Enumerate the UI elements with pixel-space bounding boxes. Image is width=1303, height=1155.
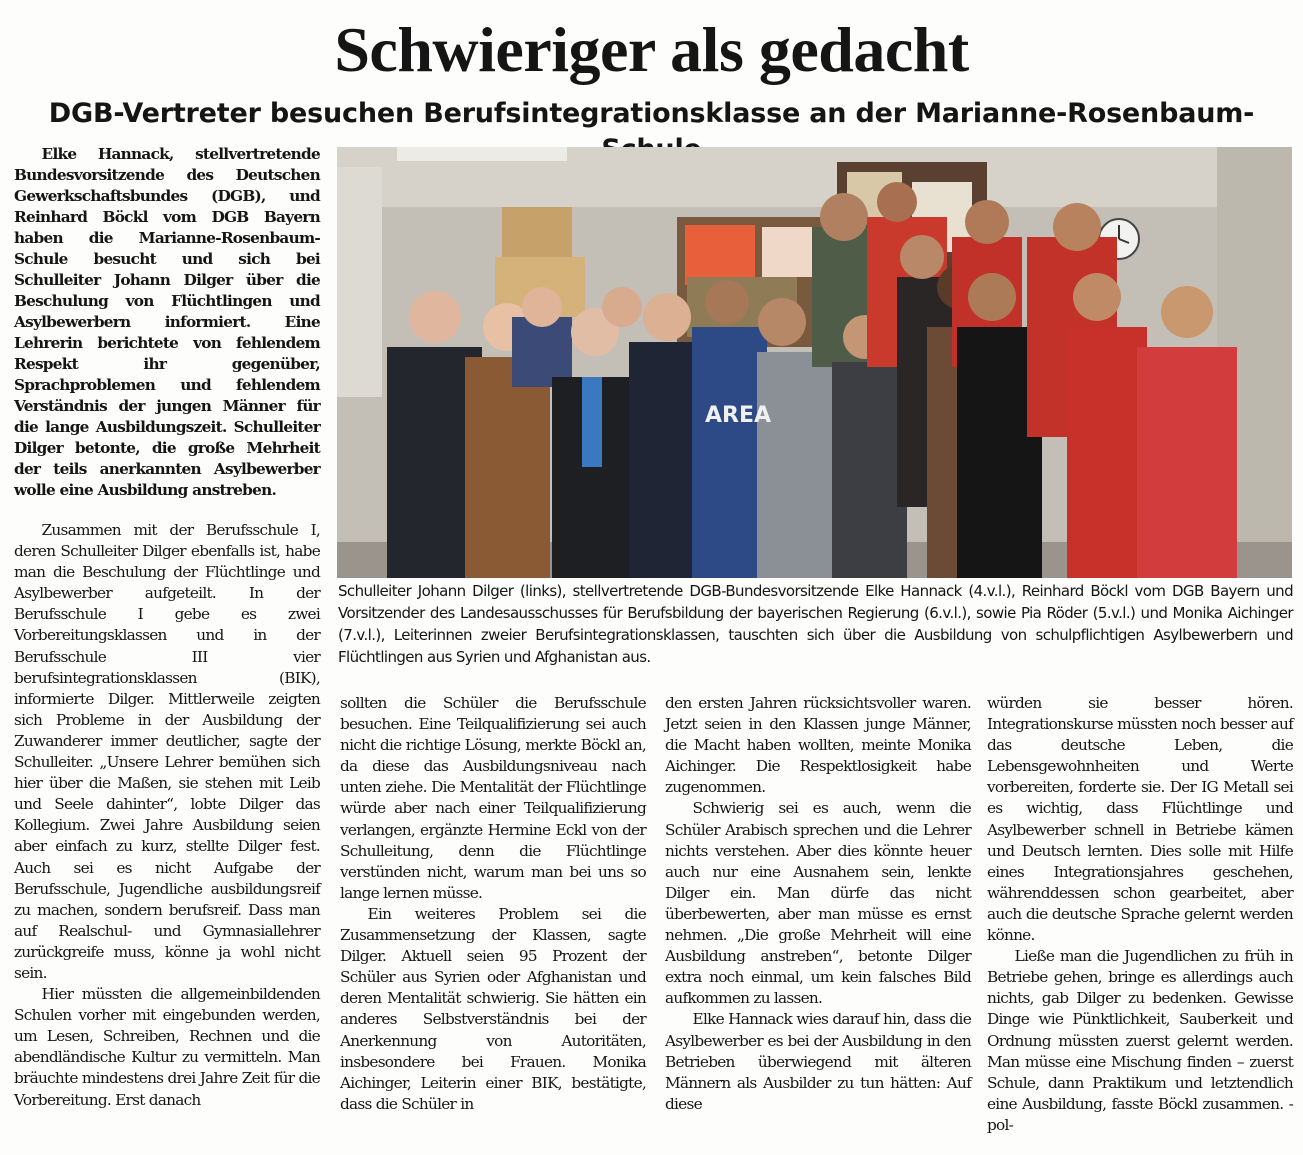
subheadline: DGB-Vertreter besuchen Berufsintegrationsklasse an der Marianne-Rosenbaum- xyxy=(48,98,1255,129)
group-photo xyxy=(337,147,1292,578)
column-4-paragraph-1: würden sie besser hören. Integrationskurse müssten noch besser auf das deutsche Leben, die Lebensgewohnheiten und Werte vorbereiten, forderte sie. Der IG Metall sei es wichtig, dass Flüchtlinge und Asylbewerber schnell in Betriebe kämen und Deutsch lernten. Dies solle mit Hilfe eines Integrationsjahres geschehen, währenddessen schon gearbeitet, aber auch die deutsche Sprache gelernt werden könne. xyxy=(987,694,1293,945)
column-3-paragraph-2: Schwierig sei es auch, wenn die Schüler Arabisch sprechen und die Lehrer nichts verstehen. Aber dies könnte heuer auch nur eine Ausnahem sein, lenkte Dilger ein. Man dürfe das nicht überbewerten, aber man müsse es ernst nehmen. „Die große Mehrheit will eine Ausbildung anstreben“, betonte Dilger extra noch einmal, um kein falsches Bild aufkommen zu lassen. xyxy=(665,799,971,1008)
column-2-paragraph-2: Ein weiteres Problem sei die Zusammensetzung der Klassen, sagte Dilger. Aktuell seien 95 Prozent der Schüler aus Syrien oder Afghanistan und deren Mentalität schwierig. Sie hätten ein anderes Selbstverständnis bei der Anerkennung von Autoritäten, insbesondere bei Frauen. Monika Aichinger, Leiterin einer BIK, bestätigte, dass die Schüler in xyxy=(340,904,646,1113)
article-column-1 xyxy=(14,520,320,1111)
article-column-4 xyxy=(987,693,1293,1136)
column-3-paragraph-1: den ersten Jahren rücksichtsvoller waren. Jetzt seien in den Klassen junge Männer, die Macht haben wollten, meinte Monika Aichinger. Die Respektlosigkeit habe zugenommen. xyxy=(665,694,971,797)
column-1-paragraph-2: Hier müssten die allgemeinbildenden Schulen vorher mit eingebunden werden, um Lesen, Schreiben, Rechnen und die abendländische Kultur zu vermitteln. Man bräuchte mindestens drei Jahre Zeit für die Vorbereitung. Erst danach xyxy=(14,985,320,1109)
lead-paragraph: Elke Hannack, stellvertretende Bundesvorsitzende des Deutschen Gewerkschaftsbundes (DGB), und Reinhard Böckl vom DGB Bayern haben die Marianne-Rosenbaum-Schule besucht und sich bei Schulleiter Johann Dilger über die Beschulung von Flüchtlingen und Asylbewerbern informiert. Eine Lehrerin berichtete von fehlendem Respekt ihr gegenüber, Sprachproblemen und fehlendem Verständnis der jungen Männer für die lange Ausbildungszeit. Schulleiter Dilger betonte, die große Mehrheit der teils anerkannten Asylbewerber wolle eine Ausbildung anstreben. xyxy=(14,145,320,499)
column-4-paragraph-2: Ließe man die Jugendlichen zu früh in Betriebe gehen, bringe es allerdings auch nichts, gab Dilger zu bedenken. Gewisse Dinge wie Pünktlichkeit, Sauberkeit und Ordnung müssten zuerst gelernt werden. Man müsse eine Mischung finden – zuerst Schule, dann Praktikum und letztendlich eine Ausbildung, fasste Böckl zusammen. -pol- xyxy=(987,947,1293,1134)
column-3-paragraph-3: Elke Hannack wies darauf hin, dass die Asylbewerber es bei der Ausbildung in den Betrieben überwiegend mit älteren Männern als Ausbilder zu tun hätten: Auf diese xyxy=(665,1010,971,1113)
column-2-paragraph-1: sollten die Schüler die Berufsschule besuchen. Eine Teilqualifizierung sei auch nicht die richtige Lösung, merkte Böckl an, da diese das Ausbildungsniveau nach unten ziehe. Die Mentalität der Flüchtlinge würde aber nach einer Teilqualifizierung verlangen, ergänzte Hermine Eckl von der Schulleitung, denn die Flüchtlinge verstünden nicht, warum man bei uns so lange lernen müsse. xyxy=(340,694,646,902)
column-1-paragraph-1: Zusammen mit der Berufsschule I, deren Schulleiter Dilger ebenfalls ist, habe man die Beschulung der Flüchtlinge und Asylbewerber aufgeteilt. In der Berufsschule I gebe es zwei Vorbereitungsklassen und in der Berufsschule III vier berufsintegrationsklassen (BIK), informierte Dilger. Mittlerweile zeigten sich Probleme in der Ausbildung der Zuwanderer immer deutlicher, sagte der Schulleiter. „Unsere Lehrer bemühen sich hier über die Maßen, sie stehen mit Leib und Seele dahinter“, lobte Dilger das Kollegium. Zwei Jahre Ausbildung seien aber einfach zu kurz, stellte Dilger fest. Auch sei es nicht Aufgabe der Berufsschule, Jugendliche ausbildungsreif zu machen, sondern berufsreif. Dass man auf Realschul- und Gymnasiallehrer zurückgreife muss, könne ja wohl nicht sein. xyxy=(14,521,320,982)
headline: Schwieriger als gedacht xyxy=(334,14,969,85)
photo-shirt-print: AREA xyxy=(705,403,772,428)
article-column-3 xyxy=(665,693,971,1115)
article-column-2 xyxy=(340,693,646,1115)
photo-caption: Schulleiter Johann Dilger (links), stellvertretende DGB-Bundesvorsitzende Elke Hannack (4.v.l.), Reinhard Böckl vom DGB Bayern und Vorsitzender des Landesausschusses für Berufsbildung der bayerischen Regierung (6.v.l.), sowie Pia Röder (5.v.l.) und Monika Aichinger (7.v.l.), Leiterinnen zweier Berufsintegrationsklassen, tauschten sich über die Ausbildung von schulpflichtigen Asylbewerbern und Flüchtlingen aus Syrien und Afghanistan aus. xyxy=(338,582,1293,666)
